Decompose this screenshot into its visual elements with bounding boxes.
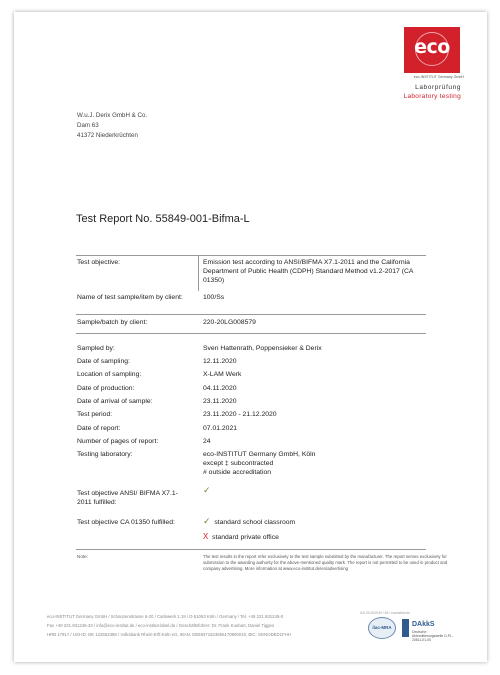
address-line: 41372 Niederkrüchten	[77, 132, 138, 139]
laboratory-name: eco-INSTITUT Germany GmbH, Köln	[203, 451, 316, 458]
dakks-flag-icon	[402, 619, 409, 637]
divider	[76, 314, 426, 315]
dakks-subtext: Deutsche Akkreditierungsstelle D-PL-20811-01-00	[412, 630, 454, 642]
laboratory-accreditation: # outside accreditation	[203, 469, 272, 476]
laboratory-value	[203, 450, 433, 477]
bifma-label: Test objective ANSI/ BIFMA X7.1-2011 fulfilled:	[77, 490, 178, 506]
eco-logo	[404, 27, 460, 73]
ilac-text: ilac-MRA	[372, 625, 392, 630]
location-label: Location of sampling:	[77, 371, 142, 378]
column-divider	[198, 255, 199, 291]
accreditation-note: ILN 03-06/2019 / B4 / ecoinstitut.de	[360, 611, 410, 615]
laboratory-subcontract: except ‡ subcontracted	[203, 460, 274, 467]
location-value: X-LAM Werk	[203, 371, 242, 378]
ca01350-label: Test objective CA 01350 fulfilled:	[77, 519, 175, 526]
note-label: Note:	[77, 554, 88, 559]
footer-line: eco-INSTITUT Germany GmbH / Schanzenstrasse 6-20 / Carlswerk 1.19 / D-51063 Köln / Germany / Tel. +49 221.931245-0	[47, 614, 284, 619]
sampled-by-value: Sven Hattenrath, Poppensieker & Derix	[203, 345, 322, 352]
date-sampling-value: 12.11.2020	[203, 358, 237, 365]
period-label: Test period:	[77, 411, 113, 418]
check-icon: ✓	[203, 516, 211, 526]
report-title: Test Report No. 55849-001-Bifma-L	[76, 213, 250, 225]
date-sampling-label: Date of sampling:	[77, 358, 130, 365]
note-text: The test results in the report refer exclusively to the test sample submitted by the manufacturer. The report serves exclusively for submission to the awarding authority for the above-mentioned quality mark. The report is not permitted to be used in product and company advertising. More information at www.eco-institut.de/en/advertising	[203, 554, 448, 571]
cross-icon: X	[203, 532, 209, 541]
objective-label: Test objective:	[77, 259, 121, 266]
footer-line: HRB 17917 / USt-ID: DE 122553388 / Volksbank Rhein-Erft-Köln eG, IBAN: DE68371623655170900010, BIC: GENODED1FHH	[47, 632, 291, 637]
ca01350-item-office	[203, 532, 433, 542]
pages-label: Number of pages of report:	[77, 438, 159, 445]
arrival-value: 23.11.2020	[203, 398, 237, 405]
divider	[76, 333, 426, 334]
lab-title-de: Laborprüfung	[415, 84, 461, 91]
bifma-check-icon	[203, 486, 433, 496]
dakks-badge	[402, 617, 458, 645]
private-office-text: standard private office	[212, 534, 279, 541]
batch-value: 220-20LG008579	[203, 319, 256, 326]
lab-title-en: Laboratory testing	[403, 93, 461, 100]
ilac-mra-badge	[368, 617, 396, 639]
logo-subtitle: eco-INSTITUT Germany GmbH	[413, 75, 464, 79]
ca01350-item-school	[203, 517, 433, 527]
sample-name-label: Name of test sample/item by client:	[77, 294, 183, 301]
divider	[76, 549, 426, 550]
production-value: 04.11.2020	[203, 385, 237, 392]
divider	[76, 255, 426, 256]
batch-label: Sample/batch by client:	[77, 319, 148, 326]
objective-value: Emission test according to ANSI/BIFMA X7.1-2011 and the California Department of Public Health (CDPH) Standard Method v1.2-2017 (CA 01350)	[203, 259, 414, 284]
footer-line: Fax +49 221.931245-33 / info@eco-institut.de / eco-institut-label.de / Geschäftsführer: Dr. Frank Kuebart, Daniel Tigges	[47, 623, 275, 628]
report-date-value: 07.01.2021	[203, 425, 238, 432]
footer	[47, 612, 347, 639]
address-line: W.u.J. Derix GmbH & Co.	[77, 112, 148, 119]
logo-text: eco	[414, 36, 450, 58]
period-value: 23.11.2020 - 21.12.2020	[203, 411, 277, 418]
school-classroom-text: standard school classroom	[214, 519, 296, 526]
check-icon: ✓	[203, 485, 211, 495]
report-date-label: Date of report:	[77, 425, 121, 432]
production-label: Date of production:	[77, 385, 135, 392]
sample-name-value: 100/Ss	[203, 294, 225, 301]
pages-value: 24	[203, 438, 211, 445]
arrival-label: Date of arrival of sample:	[77, 398, 153, 405]
laboratory-label: Testing laboratory:	[77, 451, 133, 458]
address-line: Dam 63	[77, 122, 99, 129]
dakks-text: DAkkS	[412, 621, 435, 628]
sampled-by-label: Sampled by:	[77, 345, 115, 352]
recipient-address	[77, 111, 147, 141]
